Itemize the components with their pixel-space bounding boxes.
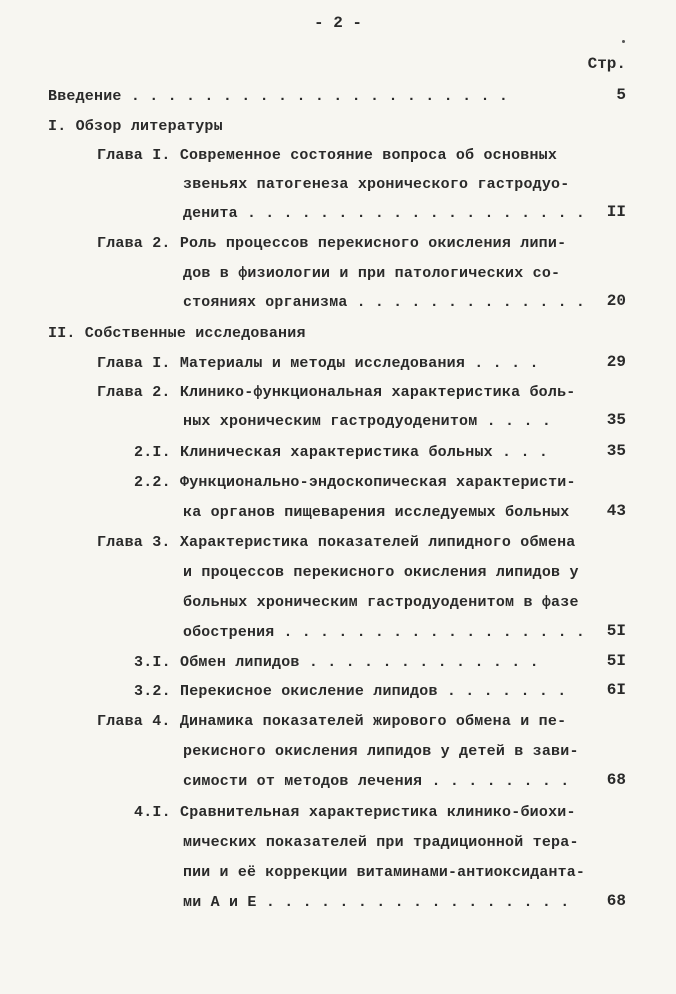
toc-entry-13-line-1: мических показателей при традиционной тера-	[183, 834, 579, 851]
toc-entry-8-line-0: 2.2. Функционально-эндоскопическая характеристи-	[134, 474, 576, 491]
toc-entry-0-line-0: Введение . . . . . . . . . . . . . . . . . . . . .	[48, 88, 509, 105]
toc-entry-13-line-2: пии и её коррекции витаминами-антиоксиданта-	[183, 864, 586, 881]
toc-entry-7-page: 35	[606, 442, 626, 460]
toc-entry-9-page: 5I	[606, 622, 626, 640]
toc-entry-1-line-0: I. Обзор литературы	[48, 118, 223, 135]
toc-entry-13-page: 68	[606, 892, 626, 910]
toc-entry-3-line-0: Глава 2. Роль процессов перекисного окисления липи-	[97, 235, 567, 252]
toc-entry-3-line-1: дов в физиологии и при патологических со-	[183, 265, 561, 282]
toc-entry-2-line-0: Глава I. Современное состояние вопроса об основных	[97, 147, 558, 164]
toc-entry-5-line-0: Глава I. Материалы и методы исследования . . . .	[97, 355, 539, 372]
toc-entry-12-line-1: рекисного окисления липидов у детей в зави-	[183, 743, 579, 760]
toc-entry-2-line-1: звеньях патогенеза хронического гастродуо-	[183, 176, 570, 193]
toc-entry-4-line-0: II. Собственные исследования	[48, 325, 306, 342]
toc-entry-7-line-0: 2.I. Клиническая характеристика больных . . .	[134, 444, 549, 461]
toc-entry-10-page: 5I	[606, 652, 626, 670]
toc-entry-2-page: II	[606, 203, 626, 221]
toc-entry-11-line-0: 3.2. Перекисное окисление липидов . . . . . . .	[134, 683, 567, 700]
toc-entry-12-page: 68	[606, 771, 626, 789]
page-number: - 2 -	[313, 14, 362, 32]
toc-entry-9-line-0: Глава 3. Характеристика показателей липидного обмена	[97, 534, 576, 551]
toc-entry-13-line-3: ми А и Е . . . . . . . . . . . . . . . . .	[183, 894, 570, 911]
paper-speck	[622, 40, 625, 43]
toc-entry-6-line-1: ных хроническим гастродуоденитом . . . .	[183, 413, 552, 430]
pages-column-label: Стр.	[587, 55, 626, 73]
toc-entry-6-line-0: Глава 2. Клинико-функциональная характеристика боль-	[97, 384, 576, 401]
toc-entry-12-line-2: симости от методов лечения . . . . . . . .	[183, 773, 570, 790]
toc-entry-9-line-3: обострения . . . . . . . . . . . . . . . . .	[183, 624, 586, 641]
toc-entry-5-page: 29	[606, 353, 626, 371]
toc-entry-10-line-0: 3.I. Обмен липидов . . . . . . . . . . . . .	[134, 654, 539, 671]
toc-entry-8-page: 43	[606, 502, 626, 520]
toc-entry-8-line-1: ка органов пищеварения исследуемых больных	[183, 504, 570, 521]
toc-entry-3-page: 20	[606, 292, 626, 310]
toc-entry-6-page: 35	[606, 411, 626, 429]
toc-entry-9-line-1: и процессов перекисного окисления липидов у	[183, 564, 579, 581]
toc-entry-13-line-0: 4.I. Сравнительная характеристика клинико-биохи-	[134, 804, 576, 821]
toc-entry-9-line-2: больных хроническим гастродуоденитом в фазе	[183, 594, 579, 611]
toc-entry-12-line-0: Глава 4. Динамика показателей жирового обмена и пе-	[97, 713, 567, 730]
toc-entry-11-page: 6I	[606, 681, 626, 699]
toc-entry-0-page: 5	[616, 86, 626, 104]
toc-entry-2-line-2: денита . . . . . . . . . . . . . . . . . . .	[183, 205, 586, 222]
toc-entry-3-line-2: стояниях организма . . . . . . . . . . . . .	[183, 294, 586, 311]
